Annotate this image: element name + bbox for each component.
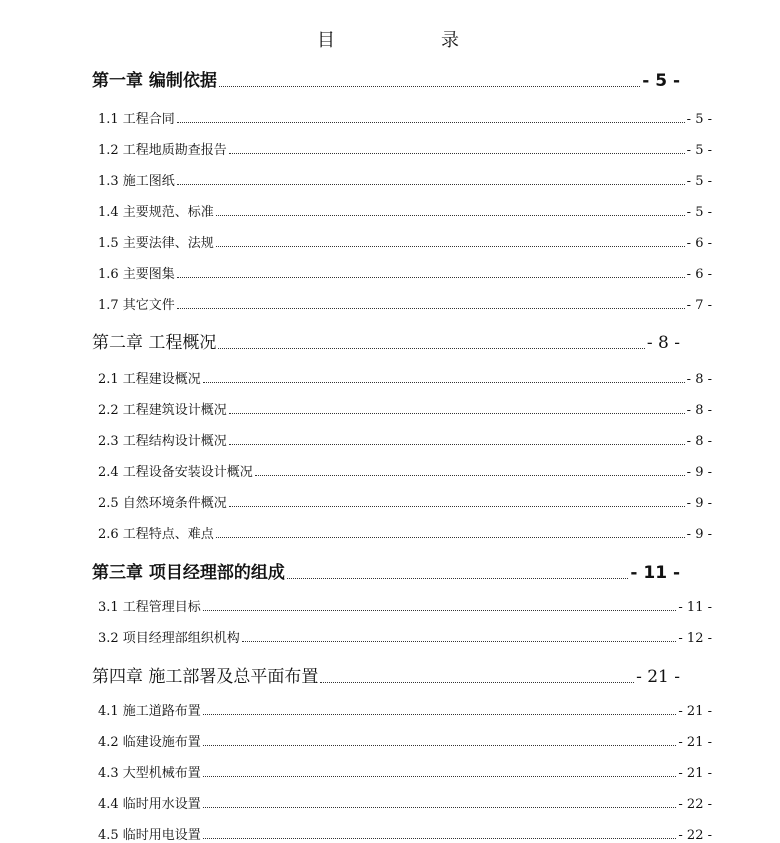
- toc-section-entry[interactable]: [98, 461, 712, 480]
- toc-chapter-entry[interactable]: [92, 328, 680, 353]
- toc-entry-label: 1.3 施工图纸: [98, 174, 175, 189]
- toc-entry-label: 2.1 工程建设概况: [98, 372, 201, 387]
- toc-section-entry[interactable]: [98, 824, 712, 843]
- dot-leader: [216, 215, 685, 216]
- toc-page-number: - 21 -: [678, 766, 712, 781]
- toc-page-number: - 7 -: [686, 298, 712, 313]
- toc-section-entry[interactable]: [98, 523, 712, 542]
- toc-section-entry[interactable]: [98, 201, 712, 220]
- toc-section-entry[interactable]: [98, 108, 712, 127]
- dot-leader: [219, 86, 640, 87]
- toc-page-number: - 21 -: [636, 667, 680, 687]
- page-title: 目 录: [317, 30, 503, 51]
- toc-section-entry[interactable]: [98, 368, 712, 387]
- toc-entry-label: 3.2 项目经理部组织机构: [98, 631, 240, 646]
- toc-entry-label: 第三章 项目经理部的组成: [92, 563, 285, 583]
- dot-leader: [177, 277, 685, 278]
- toc-entry-label: 1.5 主要法律、法规: [98, 236, 214, 251]
- dot-leader: [242, 641, 677, 642]
- toc-section-entry[interactable]: [98, 139, 712, 158]
- toc-chapter-entry[interactable]: [92, 558, 680, 583]
- toc-entry-label: 2.4 工程设备安装设计概况: [98, 465, 253, 480]
- toc-page-number: - 6 -: [686, 267, 712, 282]
- toc-entry-label: 4.2 临建设施布置: [98, 735, 201, 750]
- toc-page-number: - 5 -: [686, 205, 712, 220]
- toc-page-number: - 8 -: [686, 403, 712, 418]
- toc-section-entry[interactable]: [98, 263, 712, 282]
- dot-leader: [216, 246, 685, 247]
- toc-entry-label: 4.4 临时用水设置: [98, 797, 201, 812]
- toc-entry-label: 2.2 工程建筑设计概况: [98, 403, 227, 418]
- toc-chapter-entry[interactable]: [92, 662, 680, 687]
- toc-section-entry[interactable]: [98, 399, 712, 418]
- dot-leader: [203, 776, 677, 777]
- toc-page-number: - 9 -: [686, 465, 712, 480]
- toc-page-number: - 22 -: [678, 797, 712, 812]
- toc-page-number: - 8 -: [686, 372, 712, 387]
- toc-entry-label: 第一章 编制依据: [92, 71, 217, 91]
- toc-entry-label: 第二章 工程概况: [92, 333, 217, 353]
- toc-entry-label: 4.1 施工道路布置: [98, 704, 201, 719]
- dot-leader: [177, 184, 685, 185]
- dot-leader: [177, 122, 685, 123]
- dot-leader: [229, 444, 685, 445]
- toc-entry-label: 2.6 工程特点、难点: [98, 527, 214, 542]
- dot-leader: [203, 745, 677, 746]
- toc-page-number: - 5 -: [686, 112, 712, 127]
- dot-leader: [229, 506, 685, 507]
- toc-section-entry[interactable]: [98, 170, 712, 189]
- toc-page-number: - 8 -: [646, 333, 680, 353]
- toc-entry-label: 1.4 主要规范、标准: [98, 205, 214, 220]
- toc-page-number: - 5 -: [642, 71, 680, 91]
- toc-entry-label: 4.5 临时用电设置: [98, 828, 201, 843]
- toc-section-entry[interactable]: [98, 596, 712, 615]
- toc-page-number: - 9 -: [686, 527, 712, 542]
- toc-entry-label: 1.2 工程地质勘查报告: [98, 143, 227, 158]
- toc-page-number: - 21 -: [678, 735, 712, 750]
- toc-page-number: - 5 -: [686, 174, 712, 189]
- dot-leader: [203, 807, 677, 808]
- dot-leader: [203, 838, 677, 839]
- toc-section-entry[interactable]: [98, 492, 712, 511]
- dot-leader: [320, 682, 634, 683]
- toc-page-number: - 6 -: [686, 236, 712, 251]
- toc-entry-label: 4.3 大型机械布置: [98, 766, 201, 781]
- toc-section-entry[interactable]: [98, 731, 712, 750]
- dot-leader: [287, 578, 628, 579]
- toc-page-number: - 21 -: [678, 704, 712, 719]
- toc-section-entry[interactable]: [98, 627, 712, 646]
- toc-section-entry[interactable]: [98, 294, 712, 313]
- toc-entry-label: 1.1 工程合同: [98, 112, 175, 127]
- dot-leader: [216, 537, 685, 538]
- dot-leader: [203, 714, 677, 715]
- dot-leader: [218, 348, 644, 349]
- toc-page-number: - 5 -: [686, 143, 712, 158]
- toc-page-number: - 8 -: [686, 434, 712, 449]
- toc-chapter-entry[interactable]: [92, 66, 680, 91]
- dot-leader: [229, 153, 685, 154]
- toc-page-number: - 12 -: [678, 631, 712, 646]
- toc-page-number: - 11 -: [630, 563, 680, 583]
- toc-entry-label: 2.3 工程结构设计概况: [98, 434, 227, 449]
- toc-entry-label: 第四章 施工部署及总平面布置: [92, 667, 319, 687]
- dot-leader: [177, 308, 685, 309]
- dot-leader: [255, 475, 685, 476]
- dot-leader: [229, 413, 685, 414]
- toc-entry-label: 2.5 自然环境条件概况: [98, 496, 227, 511]
- toc-section-entry[interactable]: [98, 793, 712, 812]
- toc-page-number: - 11 -: [678, 600, 712, 615]
- toc-section-entry[interactable]: [98, 430, 712, 449]
- toc-section-entry[interactable]: [98, 762, 712, 781]
- toc-entry-label: 1.6 主要图集: [98, 267, 175, 282]
- dot-leader: [203, 382, 685, 383]
- toc-entry-label: 3.1 工程管理目标: [98, 600, 201, 615]
- dot-leader: [203, 610, 677, 611]
- toc-section-entry[interactable]: [98, 232, 712, 251]
- toc-page-number: - 22 -: [678, 828, 712, 843]
- toc-entry-label: 1.7 其它文件: [98, 298, 175, 313]
- toc-page-number: - 9 -: [686, 496, 712, 511]
- toc-section-entry[interactable]: [98, 700, 712, 719]
